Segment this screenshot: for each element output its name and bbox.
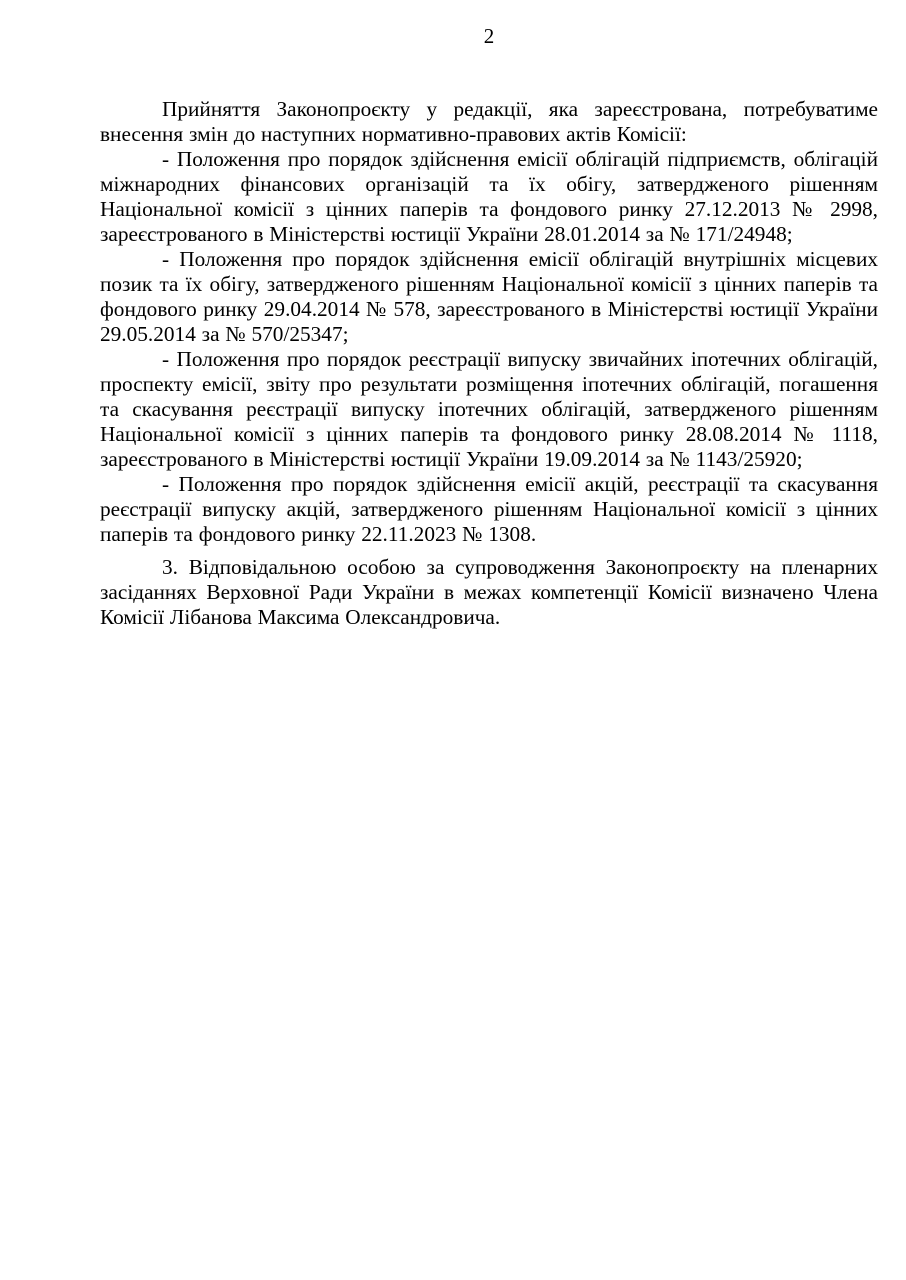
paragraph-intro: Прийняття Законопроєкту у редакції, яка зареєстрована, потребуватиме внесення змін до наступних нормативно-правових актів Комісії: — [100, 97, 878, 146]
document-body — [100, 97, 878, 630]
paragraph-list-item-4: - Положення про порядок здійснення емісії акцій, реєстрації та скасування реєстрації випуску акцій, затвердженого рішенням Національної комісії з цінних паперів та фондового ринку 22.11.2023 № 1308. — [100, 472, 878, 546]
paragraph-list-item-1: - Положення про порядок здійснення емісії облігацій підприємств, облігацій міжнародних фінансових організацій та їх обігу, затвердженого рішенням Національної комісії з цінних паперів та фондового ринку 27.12.2013 № 2998, зареєстрованого в Міністерстві юстиції України 28.01.2014 за № 171/24948; — [100, 147, 878, 246]
page-number: 2 — [483, 24, 495, 48]
paragraph-item-3-responsible-person: 3. Відповідальною особою за супроводження Законопроєкту на пленарних засіданнях Верховної Ради України в межах компетенції Комісії визначено Члена Комісії Лібанова Максима Олександровича. — [100, 555, 878, 629]
paragraph-list-item-3: - Положення про порядок реєстрації випуску звичайних іпотечних облігацій, проспекту емісії, звіту про результати розміщення іпотечних облігацій, погашення та скасування реєстрації випуску іпотечних облігацій, затвердженого рішенням Національної комісії з цінних паперів та фондового ринку 28.08.2014 № 1118, зареєстрованого в Міністерстві юстиції України 19.09.2014 за № 1143/25920; — [100, 347, 878, 471]
paragraph-list-item-2: - Положення про порядок здійснення емісії облігацій внутрішніх місцевих позик та їх обігу, затвердженого рішенням Національної комісії з цінних паперів та фондового ринку 29.04.2014 № 578, зареєстрованого в Міністерстві юстиції України 29.05.2014 за № 570/25347; — [100, 247, 878, 346]
